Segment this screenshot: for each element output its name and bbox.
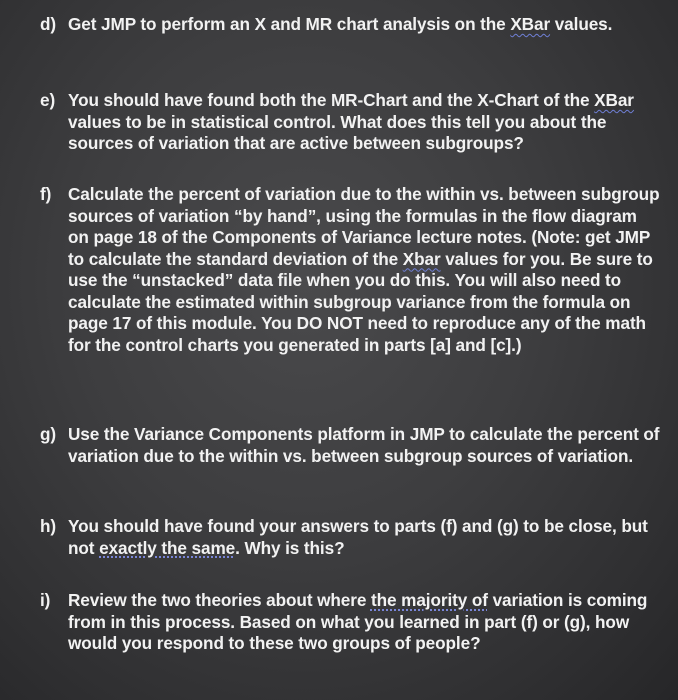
question-text-part: values for you. Be sure to use the “unstacked” data file when you do this. You will also need to calculate the estimated within subgroup variance from the formula on page 17 of this module. You DO NOT need to reproduce any of the math for the control charts you generated in parts [a] and [c].) [68,248,653,355]
question-text-part: Get JMP to perform an X and MR chart analysis on the [68,14,511,34]
question-text [68,590,660,655]
question-letter: e) [40,90,56,110]
question-i [40,590,660,655]
question-letter: f) [40,184,52,204]
spellcheck-word: XBar [594,90,634,110]
question-h [40,516,660,559]
question-g [40,424,660,467]
question-text: Use the Variance Components platform in JMP to calculate the percent of variation due to the within vs. between subgroup sources of variation. [68,424,660,466]
question-letter: i) [40,590,51,610]
question-e [40,90,660,155]
spellcheck-word: Xbar [402,248,441,269]
question-text-part: You should have found both the MR-Chart and the X-Chart of the [68,90,595,110]
question-f [40,184,660,356]
question-letter: d) [40,14,57,34]
question-letter: g) [40,424,57,444]
question-letter: h) [40,516,57,536]
question-text-part: Review the two theories about where [68,590,371,610]
question-text [68,184,660,356]
question-text-part: values to be in statistical control. What does this tell you about the sources of variation that are active between subgroups? [68,111,607,153]
grammar-flagged-phrase: exactly the same [99,537,236,558]
question-text [68,90,660,155]
grammar-flagged-phrase: the majority of [370,590,488,610]
question-text-part: values. [550,14,613,34]
question-text [68,516,660,559]
question-text-part: . Why is this? [235,537,345,558]
spellcheck-word: XBar [510,14,551,34]
question-text-part: variation is coming from in this process. Based on what you learned in part (f) or (g), how would you respond to these two groups of people? [68,590,648,653]
question-text-part: Calculate the percent of variation due to the within vs. between subgroup sources of variation “by hand”, using the formulas in the flow diagram on page 18 of the Components of Variance lecture notes. (Note: get JMP to calculate the standard deviation of the [68,184,660,269]
question-text-part: You should have found your answers to parts (f) and (g) to be close, but not [68,516,648,558]
question-text [68,14,660,36]
question-d [40,14,660,36]
